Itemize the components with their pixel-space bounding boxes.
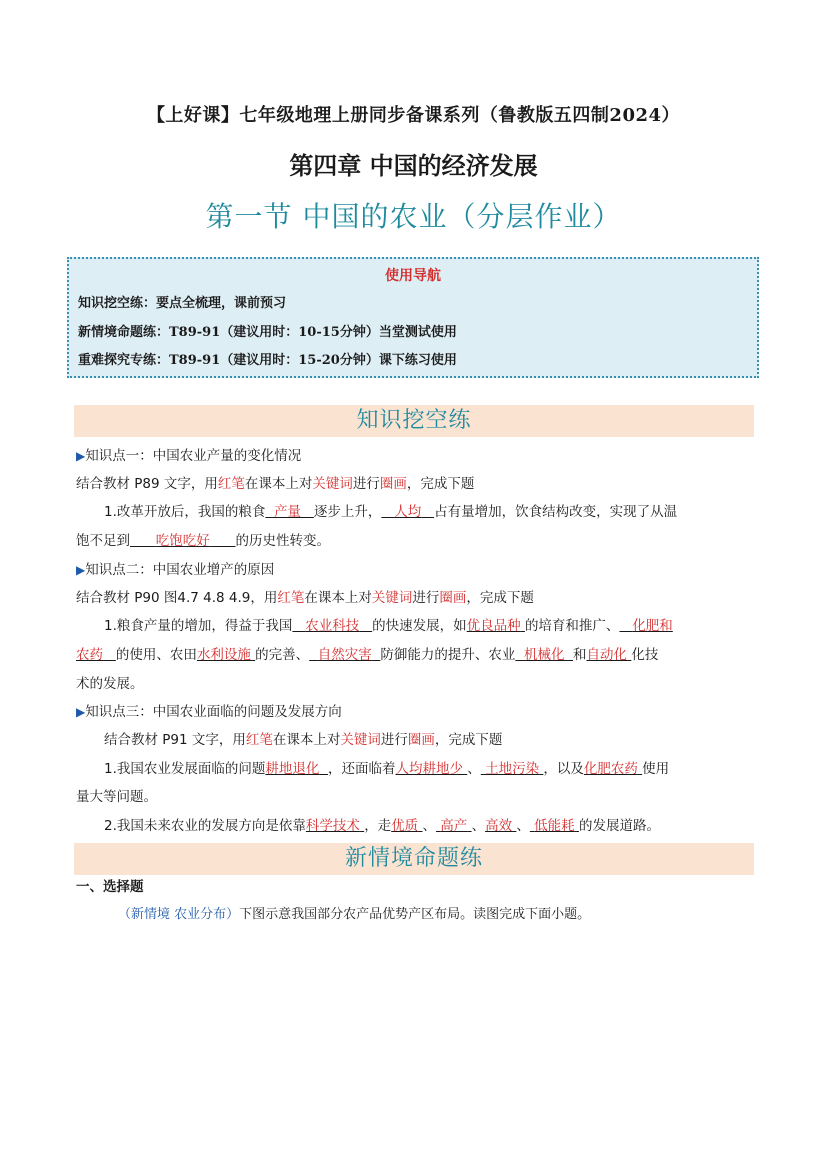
scenario-banner: 新情境命题练 [74,843,754,875]
triangle-icon: ▶ [76,563,86,577]
chapter-title: 第四章 中国的经济发展 [289,151,538,180]
triangle-icon: ▶ [76,705,86,719]
kp2-question-cont: 农药 的使用、农田水利设施 的完善、 自然灾害 防御能力的提升、农业 机械化 和自动化 化技 [76,647,659,663]
choice-intro: （新情境 农业分布）下图示意我国部分农产品优势产区布局。读图完成下面小题。 [118,907,591,922]
kp2-instruction: 结合教材 P90 图4.7 4.8 4.9，用红笔在课本上对关键词进行圈画，完成下题 [76,590,534,606]
kp1-heading: ▶知识点一：中国农业产量的变化情况 [76,448,302,464]
kp3-instruction: 结合教材 P91 文字，用红笔在课本上对关键词进行圈画，完成下题 [104,732,503,748]
series-title: 【上好课】七年级地理上册同步备课系列（鲁教版五四制2024） [146,105,681,126]
guide-line: 新情境命题练：T89-91（建议用时：10-15分钟）当堂测试使用 [78,325,457,340]
kp2-question-end: 术的发展。 [76,676,144,692]
usage-guide-box [67,257,759,378]
guide-line: 重难探究专练：T89-91（建议用时：15-20分钟）课下练习使用 [78,353,457,368]
guide-title: 使用导航 [385,268,441,284]
section-title: 第一节 中国的农业（分层作业） [205,200,622,233]
kp3-question1-cont: 量大等问题。 [76,789,157,805]
scenario-tag: （新情境 农业分布） [118,907,240,922]
kp1-question-cont: 饱不足到 吃饱吃好 的历史性转变。 [76,533,330,549]
kp3-question2: 2.我国未来农业的发展方向是依靠科学技术 ，走优质 、 高产 、高效 、 低能耗 的发展道路。 [104,818,660,834]
triangle-icon: ▶ [76,449,86,463]
kp3-question1: 1.我国农业发展面临的问题耕地退化 ，还面临着人均耕地少 、 土地污染 ，以及化肥农药 使用 [104,761,670,777]
kp1-question: 1.改革开放后，我国的粮食 产量 逐步上升， 人均 占有量增加，饮食结构改变，实现了从温 [104,504,678,520]
kp2-question: 1.粮食产量的增加，得益于我国 农业科技 的快速发展，如优良品种 的培育和推广、 化肥和 [104,618,673,634]
kp3-heading: ▶知识点三：中国农业面临的问题及发展方向 [76,704,342,720]
kp1-instruction: 结合教材 P89 文字，用红笔在课本上对关键词进行圈画，完成下题 [76,476,475,492]
kp2-heading: ▶知识点二：中国农业增产的原因 [76,562,275,578]
guide-line: 知识挖空练：要点全梳理，课前预习 [78,296,287,311]
knowledge-banner: 知识挖空练 [74,405,754,437]
choice-heading: 一、选择题 [76,879,144,895]
